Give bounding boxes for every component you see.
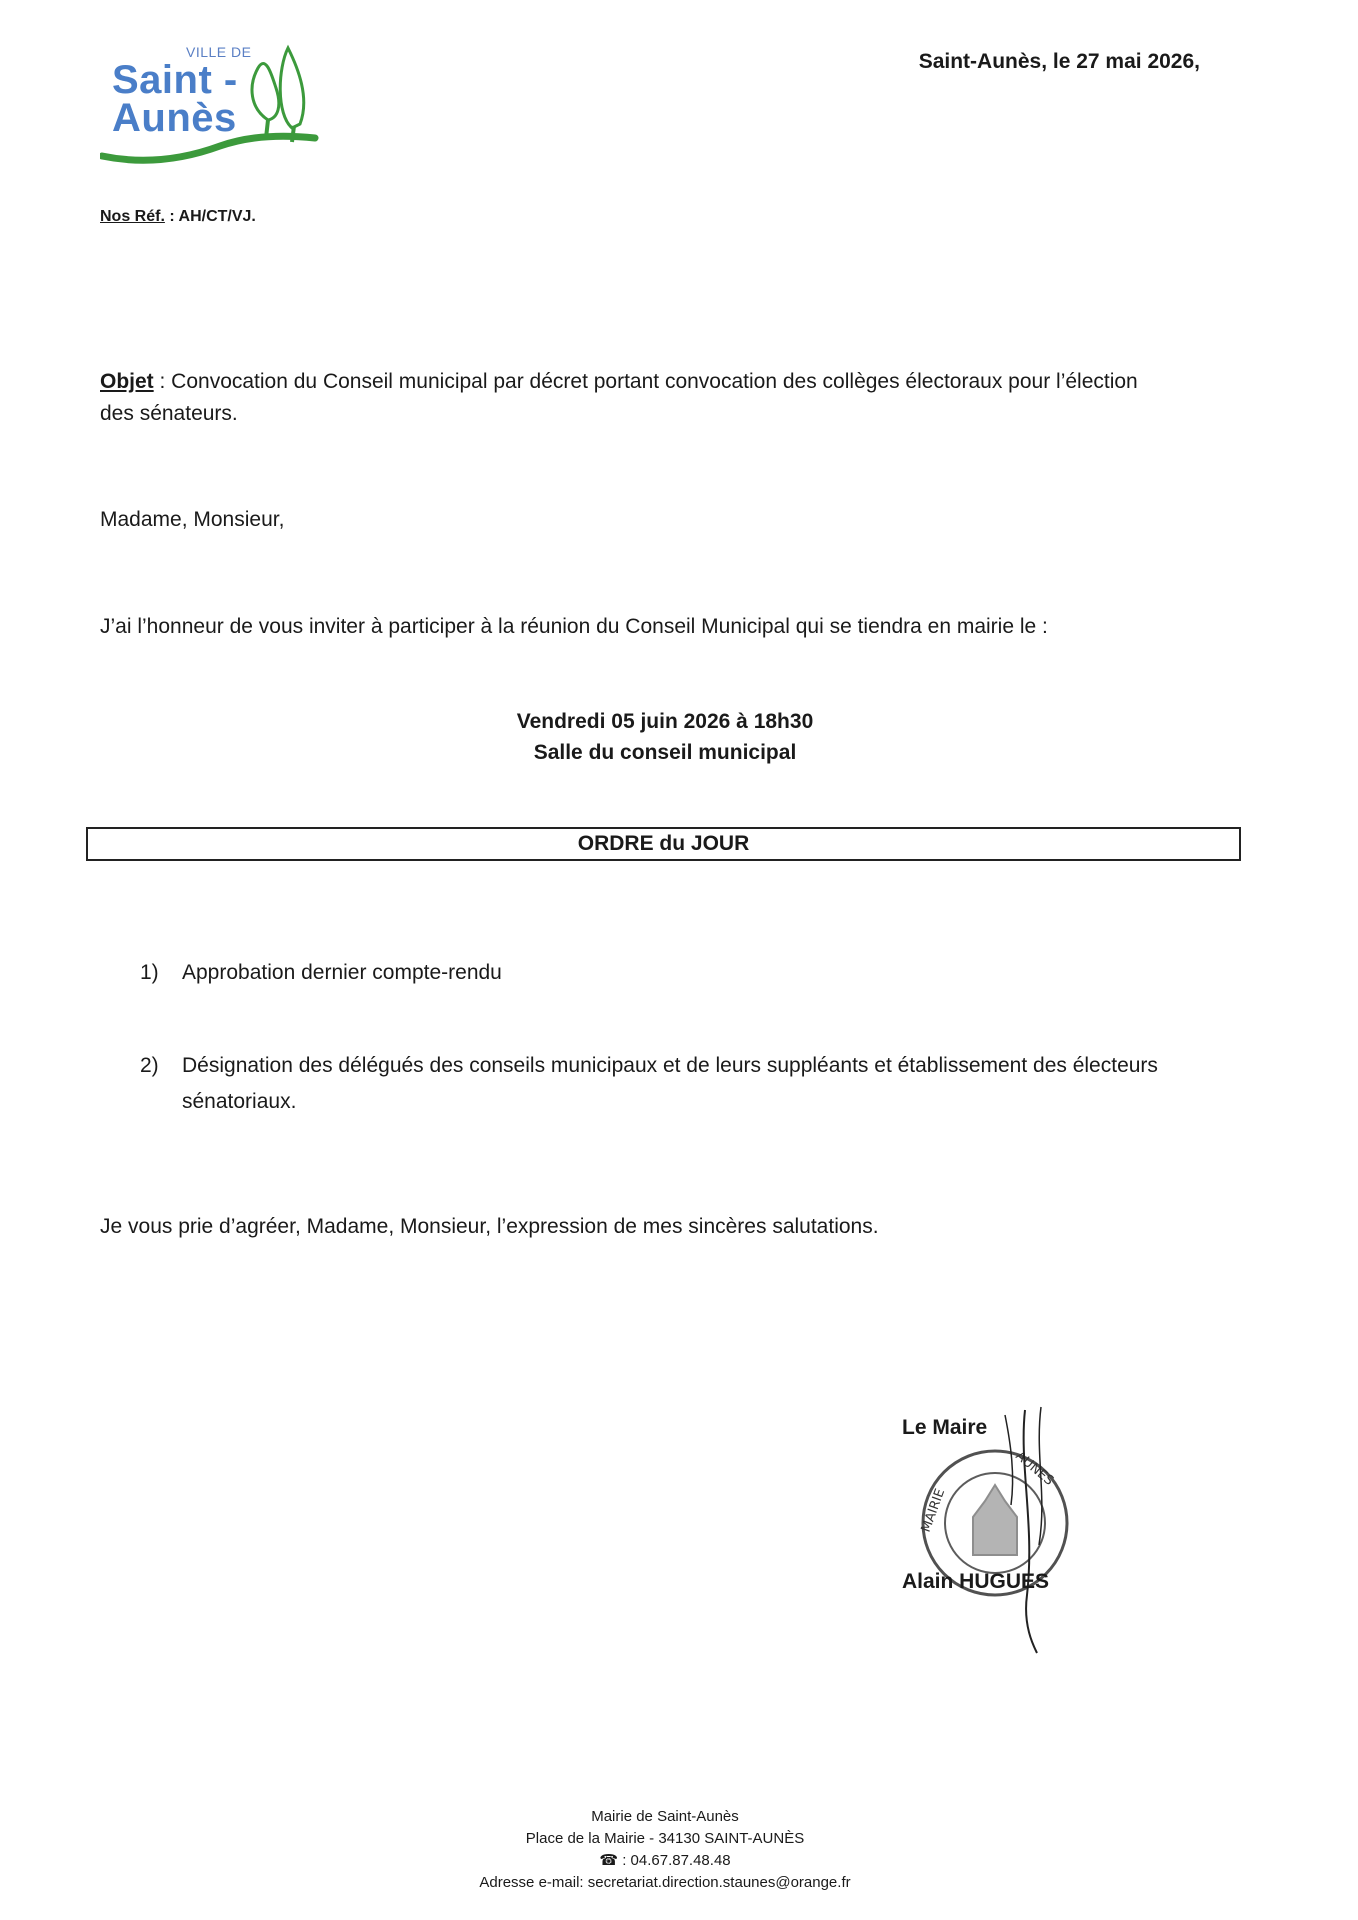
phone-icon: ☎ (599, 1852, 619, 1869)
agenda-title: ORDRE du JOUR (86, 827, 1241, 861)
meeting-location: Salle du conseil municipal (533, 741, 797, 764)
agenda-item-text: Désignation des délégués des conseils municipaux et de leurs suppléants et établissement des électeurs sénatoriaux. (182, 1054, 1158, 1113)
reference-value: : AH/CT/VJ. (164, 208, 256, 225)
agenda-item (140, 955, 1200, 995)
footer-phone-row (0, 1850, 1330, 1872)
subject (100, 366, 1140, 430)
signatory-title: Le Maire (902, 1416, 988, 1439)
agenda-item-text: Approbation dernier compte-rendu (182, 961, 502, 984)
salutation: Madame, Monsieur, (100, 508, 285, 531)
closing-formula: Je vous prie d’agréer, Madame, Monsieur, l’expression de mes sincères salutations. (100, 1215, 879, 1238)
letter-date: Saint-Aunès, le 27 mai 2026, (918, 50, 1200, 73)
svg-text:MAIRIE: MAIRIE (918, 1486, 949, 1535)
agenda-item (140, 1048, 1200, 1128)
meeting-details (0, 706, 1330, 768)
svg-text:AUNES: AUNES (1012, 1448, 1057, 1489)
footer-email: Adresse e-mail: secretariat.direction.staunes@orange.fr (479, 1874, 851, 1891)
signatory-name: Alain HUGUES (902, 1570, 1050, 1593)
reference (100, 208, 256, 226)
subject-label: Objet (100, 370, 154, 393)
logo-line-2: Aunès (112, 96, 237, 140)
footer (0, 1806, 1330, 1894)
invitation-text: J’ai l’honneur de vous inviter à participer à la réunion du Conseil Municipal qui se tiendra en mairie le : (100, 615, 1048, 638)
agenda-item-number: 1) (140, 961, 159, 984)
city-logo (100, 28, 320, 173)
footer-address: Place de la Mairie - 34130 SAINT-AUNÈS (525, 1830, 805, 1847)
mairie-seal-icon (915, 1405, 1080, 1655)
subject-text: : Convocation du Conseil municipal par décret portant convocation des collèges électoraux pour l’élection des sénateurs. (100, 370, 1138, 425)
agenda-item-number: 2) (140, 1054, 159, 1077)
reference-label: Nos Réf. (100, 208, 165, 225)
meeting-datetime: Vendredi 05 juin 2026 à 18h30 (516, 710, 814, 733)
footer-line-1: Mairie de Saint-Aunès (591, 1808, 739, 1825)
logo-ville: VILLE DE (186, 44, 252, 60)
footer-phone: : 04.67.87.48.48 (618, 1852, 731, 1869)
logo-line-1: Saint - (112, 58, 238, 102)
